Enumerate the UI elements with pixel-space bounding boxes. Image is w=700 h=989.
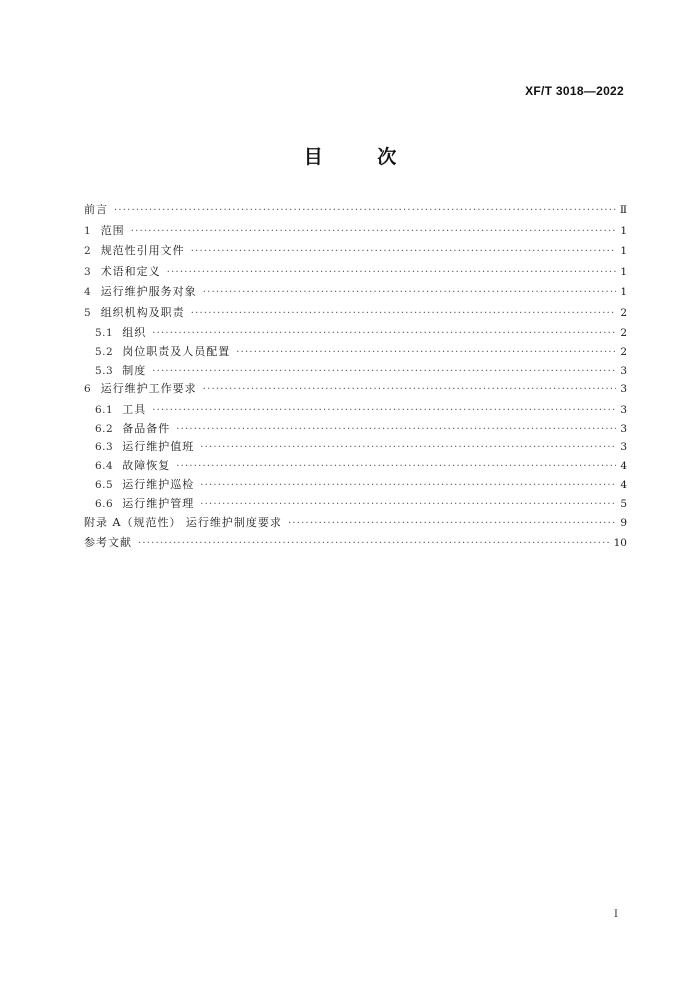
- dot-leader: [176, 422, 616, 438]
- dot-leader: [191, 244, 616, 260]
- toc-entry[interactable]: [84, 515, 627, 536]
- toc-entry-number: 4: [84, 286, 91, 298]
- toc-entry-page: 2: [620, 306, 627, 319]
- toc-entry-label: 规范性引用文件: [100, 244, 185, 257]
- dot-leader: [152, 364, 616, 380]
- toc-entry[interactable]: [84, 264, 627, 285]
- toc-entry[interactable]: [84, 344, 627, 363]
- toc-entry[interactable]: [84, 439, 627, 458]
- dot-leader: [167, 265, 616, 281]
- toc-entry-number: 3: [84, 265, 91, 278]
- toc-entry[interactable]: [84, 305, 627, 326]
- toc-entry-number: 6.1: [95, 403, 114, 416]
- toc-entry-label: 故障恢复: [122, 459, 171, 473]
- dot-leader: [203, 285, 616, 301]
- dot-leader: [131, 224, 616, 240]
- dot-leader: [200, 440, 616, 456]
- toc-entry-number: 6.6: [95, 497, 114, 510]
- dot-leader: [152, 403, 616, 419]
- toc-entry-label: 制度: [122, 363, 147, 377]
- toc-entry-number: 5: [84, 306, 91, 319]
- toc-entry[interactable]: [84, 325, 627, 344]
- toc-entry-label: 组织: [122, 326, 147, 339]
- toc-entry-page: 3: [620, 364, 627, 377]
- dot-leader: [236, 345, 616, 361]
- toc-entry-label: 参考文献: [84, 536, 132, 550]
- page-title: 目 次: [303, 146, 421, 168]
- toc-entry-number: 6: [84, 383, 91, 396]
- toc-entry-page: 10: [613, 537, 627, 550]
- toc-entry[interactable]: [84, 202, 627, 223]
- toc-entry[interactable]: [84, 381, 627, 402]
- toc-entry-page: 3: [620, 383, 627, 396]
- toc-entry-page: 5: [620, 497, 627, 510]
- toc-entry-label: 组织机构及职责: [100, 305, 185, 319]
- dot-leader: [200, 478, 616, 494]
- toc-entry[interactable]: [84, 477, 627, 496]
- toc-entry-page: 9: [620, 516, 627, 529]
- toc-entry-page: 1: [620, 265, 627, 278]
- toc-entry-number: 6.5: [95, 479, 114, 492]
- toc-entry[interactable]: [84, 284, 627, 305]
- toc-entry-label: 工具: [122, 402, 147, 416]
- toc-entry-page: 3: [620, 422, 627, 435]
- toc-entry[interactable]: [84, 496, 627, 515]
- toc-entry-page: 4: [620, 460, 627, 473]
- toc-entry[interactable]: [84, 223, 627, 244]
- toc-entry-label: 前言: [84, 203, 108, 216]
- toc-entry[interactable]: [84, 421, 627, 440]
- toc-entry-page: 3: [620, 441, 627, 454]
- toc-entry-page: 2: [620, 345, 627, 358]
- toc-entry-number: 2: [84, 245, 91, 257]
- dot-leader: [203, 382, 616, 398]
- toc-entry-number: 5.2: [95, 345, 114, 358]
- toc-entry-label: 运行维护工作要求: [100, 382, 197, 396]
- toc-entry-label: 运行维护服务对象: [100, 285, 197, 298]
- dot-leader: [191, 306, 616, 322]
- toc-entry[interactable]: [84, 535, 627, 556]
- table-of-contents: [84, 202, 627, 556]
- toc-entry-page: 2: [620, 327, 627, 339]
- dot-leader: [114, 203, 616, 219]
- dot-leader: [152, 326, 616, 342]
- toc-entry-label: 范围: [100, 223, 125, 237]
- toc-entry-label: 运行维护巡检: [122, 478, 195, 492]
- toc-entry-label: 术语和定义: [100, 264, 161, 278]
- toc-entry-label: 岗位职责及人员配置: [122, 344, 231, 358]
- toc-entry-number: 6.3: [95, 441, 114, 454]
- toc-entry-number: 5.1: [95, 327, 114, 339]
- toc-entry[interactable]: [84, 243, 627, 264]
- dot-leader: [176, 459, 616, 475]
- toc-entry-label: 备品备件: [122, 421, 171, 435]
- toc-entry-page: 3: [620, 403, 627, 416]
- toc-entry[interactable]: [84, 363, 627, 382]
- toc-entry[interactable]: [84, 402, 627, 421]
- toc-entry-number: 6.4: [95, 460, 114, 473]
- toc-entry[interactable]: [84, 458, 627, 477]
- toc-entry-page: 1: [620, 224, 627, 237]
- toc-entry-page: 1: [620, 286, 627, 298]
- page-number: Ⅰ: [614, 909, 618, 920]
- dot-leader: [200, 497, 616, 513]
- dot-leader: [288, 516, 616, 532]
- toc-entry-number: 1: [84, 224, 91, 237]
- document-code: XF/T 3018—2022: [525, 84, 624, 98]
- dot-leader: [138, 536, 611, 552]
- toc-entry-number: 5.3: [95, 364, 114, 377]
- toc-entry-number: 6.2: [95, 422, 114, 435]
- toc-entry-label: 运行维护值班: [122, 440, 195, 454]
- toc-entry-page: Ⅱ: [619, 204, 627, 216]
- toc-entry-label: 运行维护管理: [122, 496, 195, 510]
- toc-entry-page: 4: [620, 479, 627, 492]
- toc-entry-page: 1: [620, 245, 627, 257]
- toc-entry-label: 附录 A（规范性） 运行维护制度要求: [84, 515, 282, 529]
